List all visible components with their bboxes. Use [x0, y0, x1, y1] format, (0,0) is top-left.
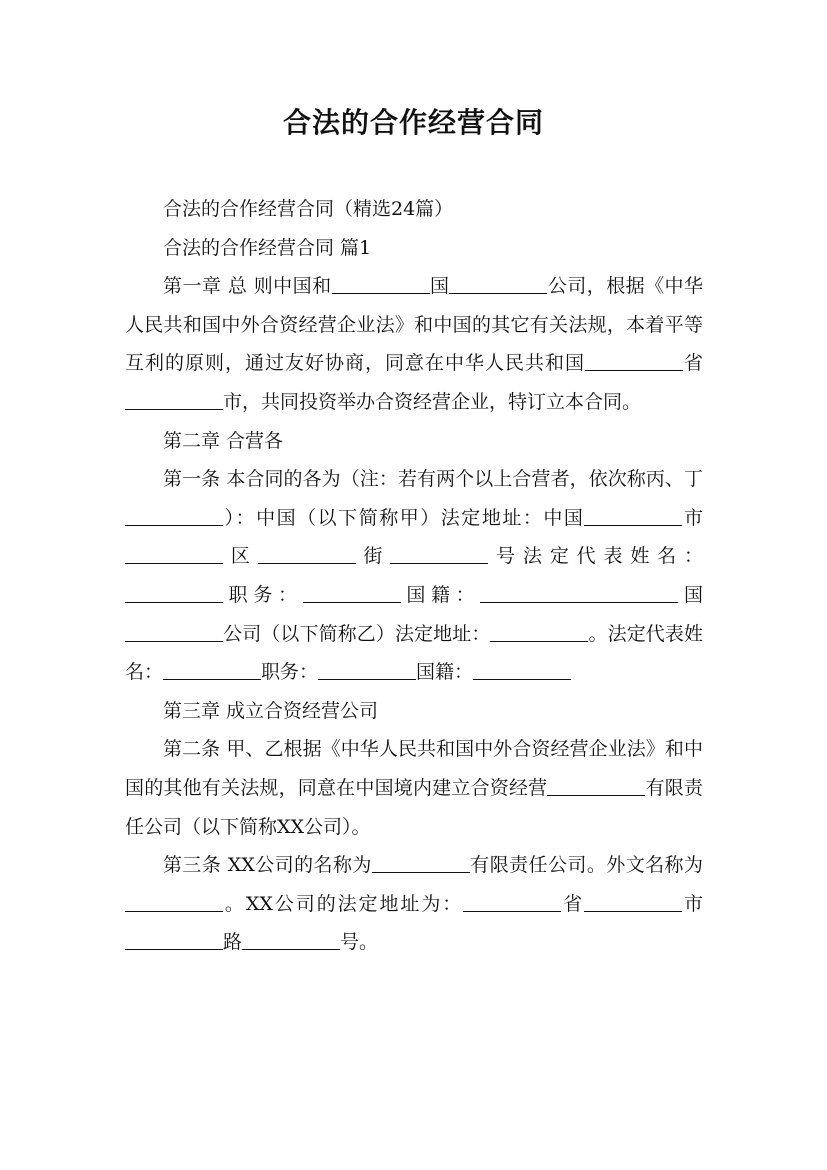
section-heading-paragraph — [125, 229, 703, 268]
article-2-text: 第二条 甲、乙根据《中华人民共和国中外合资经营企业法》和中国的其他有关法规，同意在中国境内建立合资经营 — [125, 738, 703, 799]
blank-field — [242, 929, 340, 950]
article-1-text: 职务： — [261, 661, 319, 684]
blank-field — [584, 891, 682, 912]
blank-field — [125, 621, 223, 642]
chapter-2-heading: 第二章 合营各 — [163, 429, 284, 452]
blank-field — [125, 543, 223, 564]
blank-field — [372, 852, 470, 873]
blank-field — [125, 582, 223, 603]
blank-field — [480, 582, 678, 603]
article-1-paragraph — [125, 460, 703, 692]
subtitle: 合法的合作经营合同（精选24篇） — [163, 198, 454, 220]
chapter-1-text: 公司，根据《中华人民共和国中外合资经营企业法》和中国的其它有关法规，本着平等互利的原则，通过友好协商，同意在中华人民共和国 — [125, 275, 703, 375]
chapter-3-heading-paragraph — [125, 692, 703, 731]
article-1-text: 区 — [223, 545, 258, 568]
blank-field — [163, 659, 261, 680]
article-1-text: 公司（以下简称乙）法定地址： — [223, 622, 491, 645]
article-3-text: 号。 — [340, 931, 379, 954]
blank-field — [125, 389, 223, 410]
chapter-3-heading: 第三章 成立合资经营公司 — [163, 699, 379, 722]
article-3-text: 市 — [682, 892, 703, 915]
article-1-text: 国籍： — [416, 661, 474, 684]
article-1-text: 号法定代表姓名： — [488, 545, 703, 568]
article-3-text: 有限责任公司。外文名称为 — [469, 854, 703, 877]
article-3-text: 。XX公司的法定地址为： — [223, 892, 464, 915]
chapter-2-heading-paragraph — [125, 422, 703, 461]
chapter-1-text: 第一章 总 则中国和 — [163, 275, 332, 298]
blank-field — [332, 273, 430, 294]
article-3-text: 省 — [561, 892, 585, 915]
blank-field — [125, 505, 223, 526]
blank-field — [463, 891, 561, 912]
blank-field — [473, 659, 571, 680]
article-1-text: 国籍： — [400, 583, 481, 606]
blank-field — [490, 621, 588, 642]
chapter-1-text: 省 — [682, 352, 703, 375]
blank-field — [585, 350, 683, 371]
article-1-text: 职务： — [223, 583, 303, 606]
blank-field — [258, 543, 356, 564]
article-1-text: 第一条 本合同的各为（注：若有两个以上合营者，依次称丙、丁 — [163, 468, 703, 491]
article-3-text: 路 — [223, 931, 243, 954]
blank-field — [547, 775, 645, 796]
article-1-text: 。法定代表姓名： — [125, 622, 703, 684]
blank-field — [303, 582, 401, 603]
blank-field — [125, 891, 223, 912]
document-title: 合法的合作经营合同 — [282, 106, 544, 139]
article-1-text: ）：中国（以下简称甲）法定地址：中国 — [223, 506, 585, 529]
chapter-1-paragraph — [125, 267, 703, 421]
subtitle-paragraph — [125, 190, 703, 229]
article-1-text: 街 — [355, 545, 391, 568]
article-2-text: 有限责任公司（以下简称XX公司）。 — [125, 776, 703, 838]
article-3-text: 第三条 XX公司的名称为 — [163, 854, 372, 877]
article-2-paragraph — [125, 730, 703, 846]
section-heading: 合法的合作经营合同 篇1 — [163, 236, 372, 259]
document-body — [125, 190, 703, 962]
chapter-1-text: 市，共同投资举办合资经营企业，特订立本合同。 — [223, 390, 642, 413]
article-1-text: 市 — [682, 506, 703, 529]
blank-field — [449, 273, 547, 294]
blank-field — [318, 659, 416, 680]
article-1-text: 国 — [678, 583, 703, 606]
blank-field — [125, 929, 223, 950]
blank-field — [390, 543, 488, 564]
blank-field — [584, 505, 682, 526]
chapter-1-text: 国 — [429, 275, 450, 298]
article-3-paragraph — [125, 846, 703, 962]
